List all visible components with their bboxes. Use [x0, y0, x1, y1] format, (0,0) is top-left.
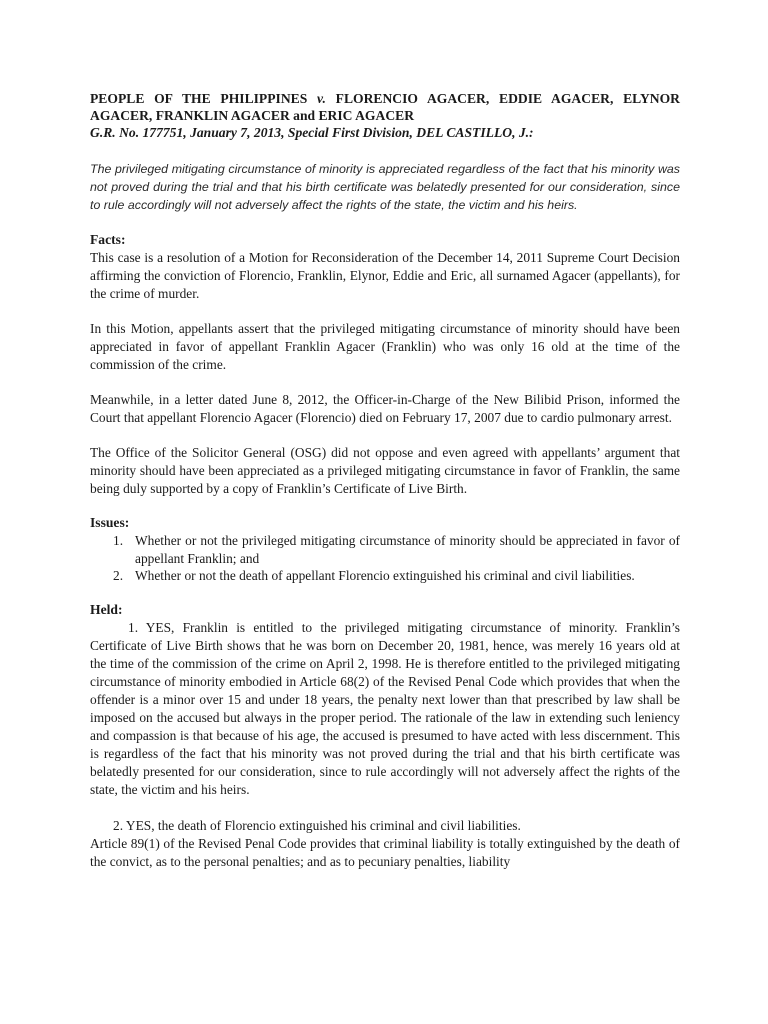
issue-number-2: 2. — [113, 568, 124, 583]
issue-number-1: 1. — [113, 533, 124, 548]
doctrine-statement: The privileged mitigating circumstance of minority is appreciated regardless of the fact that his minority was not proved during the trial and that his birth certificate was belatedly presented for our consideration, since to rule accordingly will not adversely affect the rights of the state, the victim and his heirs. — [90, 162, 680, 212]
issue-item-2 — [90, 567, 680, 585]
facts-paragraph-4: The Office of the Solicitor General (OSG) did not oppose and even agreed with appellants’ argument that minority should have been appreciated as a privileged mitigating circumstance in favor of Franklin, the same being duly supported by a copy of Franklin’s Certificate of Live Birth. — [90, 445, 680, 496]
held-ruling-1: 1. YES, Franklin is entitled to the privileged mitigating circumstance of minority. Franklin’s Certificate of Live Birth shows that he was born on December 20, 1981, hence, was merely 16 years old at the time of the commission of the crime on April 2, 1998. He is therefore entitled to the privileged mitigating circumstance of minority embodied in Article 68(2) of the Revised Penal Code which provides that when the offender is a minor over 15 and under 18 years, the penalty next lower than that prescribed by law shall be imposed on the accused but always in the proper period. The rationale of the law in extending such leniency and compassion is that because of his age, the accused is presumed to have acted with less discernment. This is regardless of the fact that his minority was not proved during the trial and that his birth certificate was belatedly presented for our consideration, since to rule accordingly will not adversely affect the rights of the state, the victim and his heirs. — [90, 619, 680, 797]
issues-heading: Issues: — [90, 515, 130, 530]
issue-item-1 — [90, 532, 680, 567]
case-caption — [90, 90, 680, 124]
held-heading: Held: — [90, 601, 123, 617]
issues-list — [90, 532, 680, 585]
issue-text-1: Whether or not the privileged mitigating circumstance of minority should be appreciated in favor of appellant Franklin; and — [135, 533, 680, 566]
document-page — [90, 90, 680, 871]
held-ruling-2-lead: 2. YES, the death of Florencio extinguished his criminal and civil liabilities. — [113, 817, 521, 833]
issue-text-2: Whether or not the death of appellant Florencio extinguished his criminal and civil liabilities. — [135, 568, 635, 583]
facts-paragraph-3: Meanwhile, in a letter dated June 8, 2012, the Officer-in-Charge of the New Bilibid Prison, informed the Court that appellant Florencio Agacer (Florencio) died on February 17, 2007 due to cardio pulmonary arrest. — [90, 392, 680, 425]
facts-paragraph-2: In this Motion, appellants assert that the privileged mitigating circumstance of minority should have been appreciated in favor of appellant Franklin Agacer (Franklin) who was only 16 old at the time of the commission of the crime. — [90, 321, 680, 372]
held-ruling-2-body: Article 89(1) of the Revised Penal Code provides that criminal liability is totally extinguished by the death of the convict, as to the personal penalties; and as to pecuniary penalties, liability — [90, 835, 680, 869]
facts-paragraph-1: This case is a resolution of a Motion for Reconsideration of the December 14, 2011 Supreme Court Decision affirming the conviction of Florencio, Franklin, Elynor, Eddie and Eric, all surnamed Agacer (appellants), for the crime of murder. — [90, 250, 680, 301]
caption-prefix: PEOPLE OF THE PHILIPPINES — [90, 91, 317, 106]
caption-suffix: FLORENCIO AGACER, EDDIE AGACER, ELYNOR AGACER, FRANKLIN AGACER and ERIC AGACER — [90, 91, 680, 123]
facts-heading: Facts: — [90, 232, 126, 247]
case-citation: G.R. No. 177751, January 7, 2013, Special First Division, DEL CASTILLO, J.: — [90, 125, 534, 140]
caption-versus: v. — [317, 91, 326, 106]
